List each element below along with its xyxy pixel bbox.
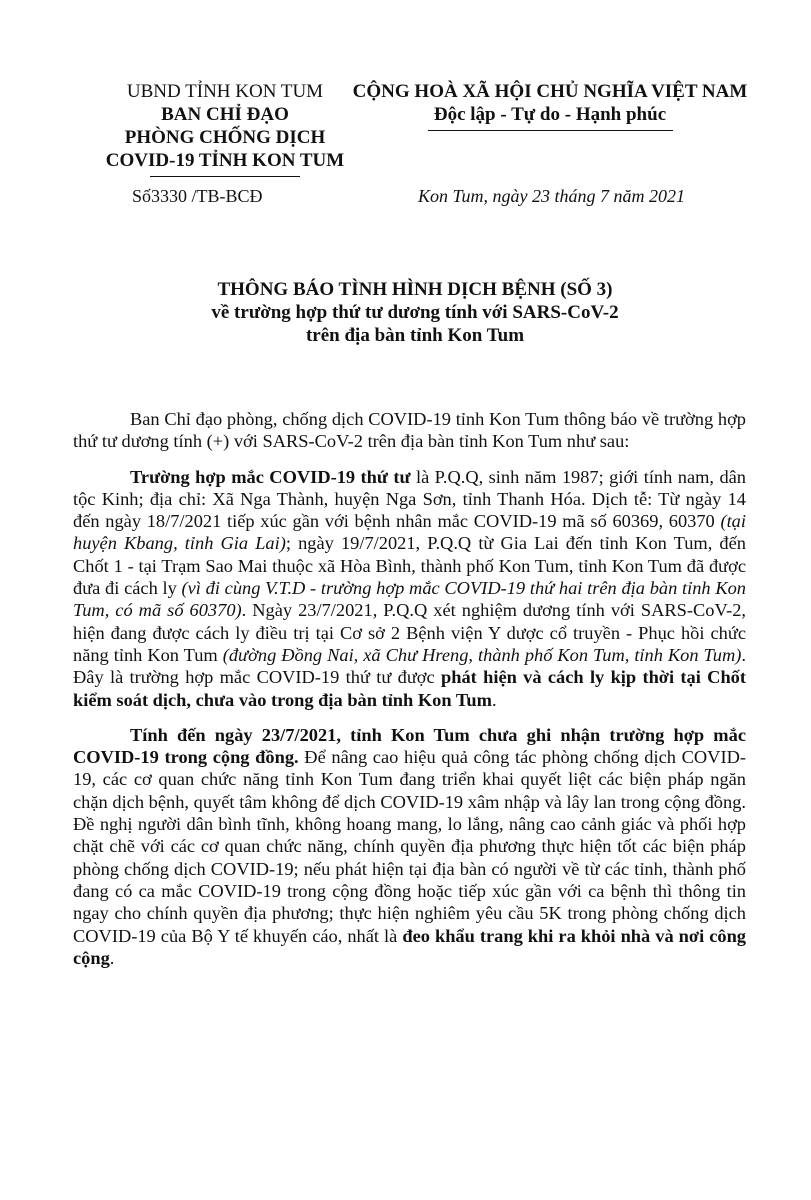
case-note-2: (vì đi cùng V.T.D - trường hợp mắc COVID-19 thứ hai trên địa bàn tỉnh Kon Tum, có mã số 60370): [73, 578, 746, 621]
title-line3: trên địa bàn tỉnh Kon Tum: [305, 325, 525, 346]
document-body: [73, 408, 746, 982]
national-header-block: [330, 80, 770, 131]
place-and-date: Kon Tum, ngày 23 tháng 7 năm 2021: [418, 186, 686, 206]
advisory-heading: Tính đến ngày 23/7/2021, tỉnh Kon Tum chưa ghi nhận trường hợp mắc COVID-19 trong cộng đồng.: [73, 724, 746, 768]
advisory-text: Để nâng cao hiệu quả công tác phòng chống dịch COVID-19, các cơ quan chức năng tỉnh Kon Tum đang triển khai quyết liệt các biện pháp ngăn chặn dịch bệnh, quyết tâm không để dịch COVID-19 xâm nhập và lây lan trong cộng đồng. Đề nghị người dân bình tĩnh, không hoang mang, lo lắng, nâng cao cảnh giác và phối hợp chặt chẽ với các cơ quan chức năng, chính quyền địa phương thực hiện tốt các biện pháp phòng chống dịch COVID-19; nếu phát hiện tại địa bàn có người về từ các tỉnh, thành phố đang có ca mắc COVID-19 trong cộng đồng hoặc tiếp xúc gần với ca bệnh thì thông tin ngay cho chính quyền địa phương; thực hiện nghiêm yêu cầu 5K trong phòng chống dịch COVID-19 của Bộ Y tế khuyến cáo, nhất là: [73, 747, 746, 946]
agency-parent: UBND TỈNH KON TUM: [126, 81, 324, 102]
agency-name-line3: COVID-19 TỈNH KON TUM: [105, 150, 345, 171]
document-title: [100, 278, 730, 347]
advisory-emphasis: đeo khẩu trang khi ra khỏi nhà và nơi công cộng: [73, 925, 746, 968]
case-emphasis: phát hiện và cách ly kịp thời tại Chốt kiểm soát dịch, chưa vào trong địa bàn tỉnh Kon Tum: [73, 667, 746, 710]
case-note-3: (đường Đồng Nai, xã Chư Hreng, thành phố Kon Tum, tỉnh Kon Tum): [222, 644, 742, 665]
case-note-1: (tại huyện Kbang, tỉnh Gia Lai): [73, 511, 746, 554]
advisory-paragraph: [73, 724, 746, 969]
intro-paragraph: Ban Chỉ đạo phòng, chống dịch COVID-19 tỉnh Kon Tum thông báo về trường hợp thứ tư dương tính (+) với SARS-CoV-2 trên địa bàn tỉnh Kon Tum như sau:: [73, 409, 746, 452]
case-paragraph: [73, 466, 746, 711]
case-heading: Trường hợp mắc COVID-19 thứ tư: [130, 466, 411, 487]
title-line2: về trường hợp thứ tư dương tính với SARS-CoV-2: [211, 302, 619, 323]
motto-underline: [428, 130, 673, 131]
agency-name-line2: PHÒNG CHỐNG DỊCH: [124, 127, 326, 148]
case-text-1: là P.Q.Q, sinh năm 1987; giới tính nam, dân tộc Kinh; địa chỉ: Xã Nga Thành, huyện Nga Sơn, tỉnh Thanh Hóa. Dịch tễ: Từ ngày 14 đến ngày 18/7/2021 tiếp xúc gần với bệnh nhân mắc COVID-19 mã số 60369, 60370: [73, 466, 746, 532]
title-line1: THÔNG BÁO TÌNH HÌNH DỊCH BỆNH (SỐ 3): [217, 279, 613, 300]
advisory-text-end: .: [109, 947, 115, 968]
nation-name: CỘNG HOÀ XÃ HỘI CHỦ NGHĨA VIỆT NAM: [352, 81, 748, 102]
case-text-end: .: [491, 689, 497, 710]
case-text-3: . Ngày 23/7/2021, P.Q.Q xét nghiệm dương tính với SARS-CoV-2, hiện đang được cách ly điều trị tại Cơ sở 2 Bệnh viện Y dược cổ truyền - Phục hồi chức năng tỉnh Kon Tum: [73, 600, 746, 665]
agency-name-line1: BAN CHỈ ĐẠO: [161, 104, 289, 125]
case-text-4: . Đây là trường hợp mắc COVID-19 thứ tư được: [73, 644, 746, 688]
case-text-2: ; ngày 19/7/2021, P.Q.Q từ Gia Lai đến tỉnh Kon Tum, đến Chốt 1 - tại Trạm Sao Mai thuộc xã Hòa Bình, thành phố Kon Tum, tỉnh Kon Tum đã được đưa đi cách ly: [73, 533, 746, 599]
national-motto: Độc lập - Tự do - Hạnh phúc: [433, 104, 667, 125]
agency-underline: [150, 176, 300, 177]
document-number: Số3330 /TB-BCĐ: [132, 186, 263, 206]
issuing-agency-block: [84, 80, 366, 177]
